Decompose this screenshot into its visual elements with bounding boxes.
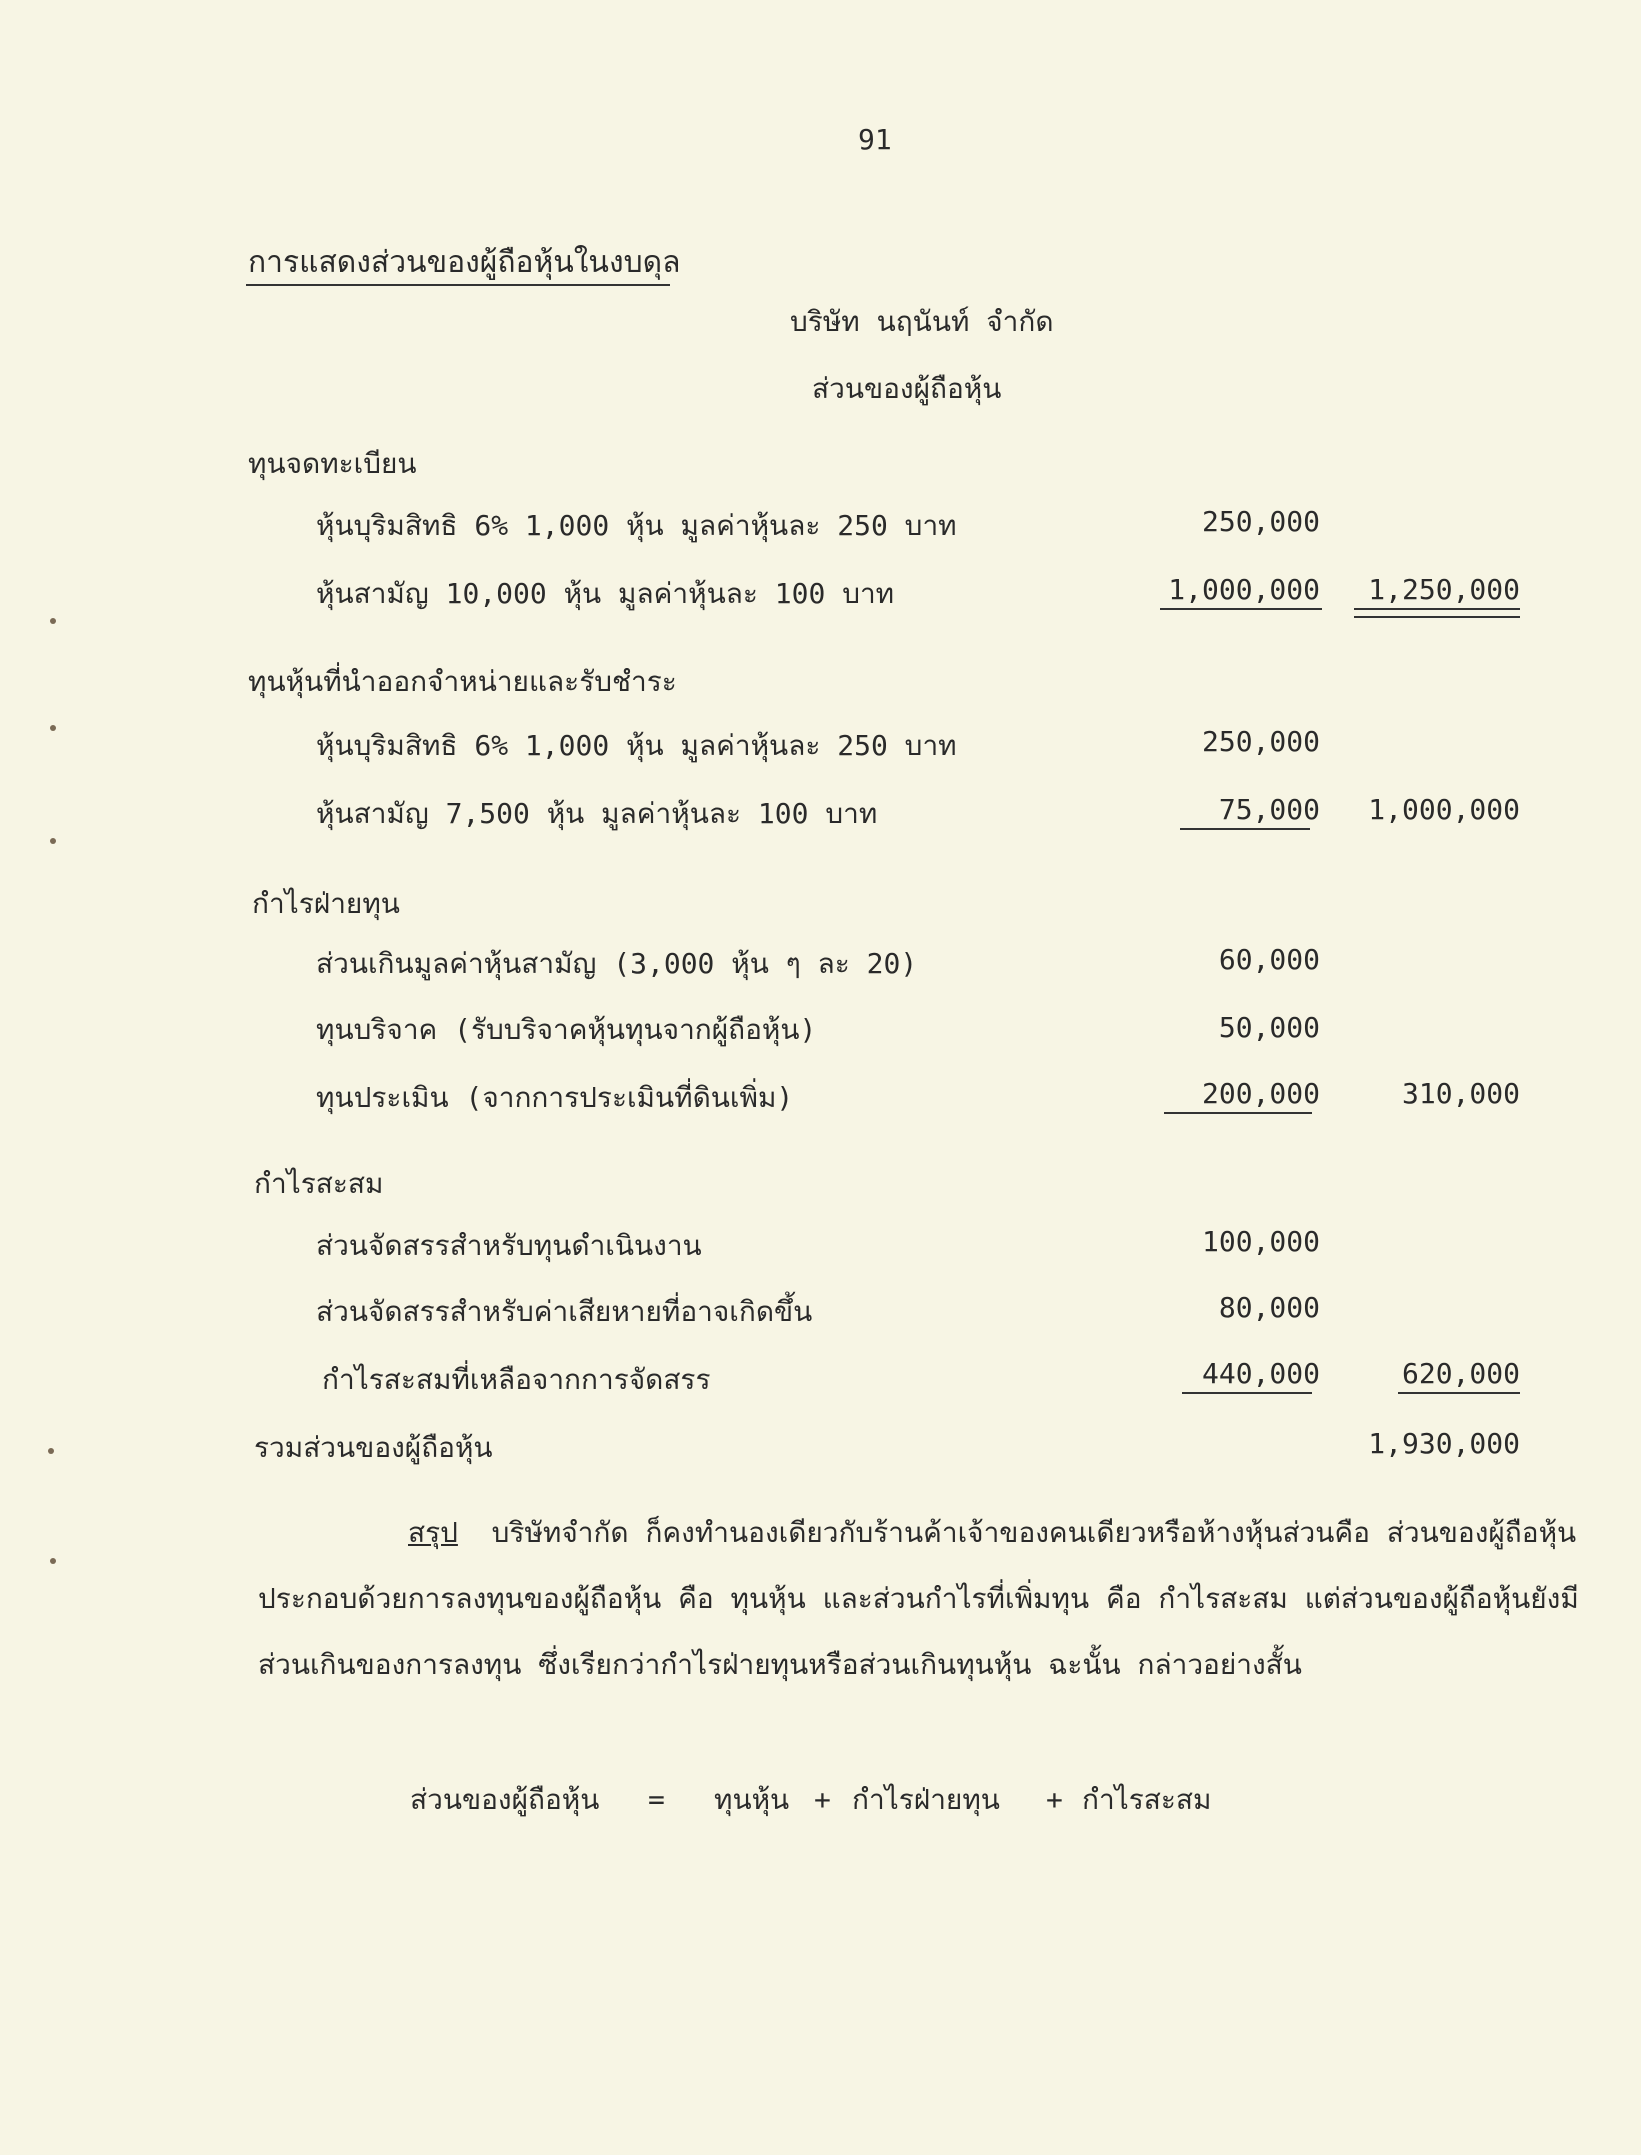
company-name: บริษัท นฤนันท์ จำกัด: [790, 305, 1054, 338]
line-item-amount: 1,000,000: [1168, 573, 1320, 606]
summary-text: บริษัทจำกัด ก็คงทำนองเดียวกับร้านค้าเจ้าของคนเดียวหรือห้างหุ้นส่วนคือ ส่วนของผู้ถือหุ้นประกอบด้วยการลงทุนของผู้ถือหุ้น คือ ทุนหุ้น และส่วนกำไรที่เพิ่มทุน คือ กำไรสะสม แต่ส่วนของผู้ถือหุ้นยังมีส่วนเกินของการลงทุน ซึ่งเรียกว่ากำไรฝ่ายทุนหรือส่วนเกินทุนหุ้น ฉะนั้น กล่าวอย่างสั้น: [258, 1516, 1579, 1681]
line-item-label: ส่วนเกินมูลค่าหุ้นสามัญ (3,000 หุ้น ๆ ละ 20): [316, 947, 918, 980]
line-item-amount: 250,000: [1201, 505, 1320, 538]
line-item-amount: 100,000: [1201, 1225, 1320, 1258]
amount-underline: [1180, 828, 1310, 830]
line-item-label: ทุนบริจาค (รับบริจาคหุ้นทุนจากผู้ถือหุ้น): [316, 1013, 817, 1046]
equation-term-retained-earnings: กำไรสะสม: [1082, 1783, 1212, 1816]
line-item-amount: 80,000: [1218, 1291, 1320, 1324]
equation-lhs: ส่วนของผู้ถือหุ้น: [410, 1783, 600, 1816]
summary-paragraph: [258, 1500, 1588, 1698]
line-item-label: หุ้นสามัญ 7,500 หุ้น มูลค่าหุ้นละ 100 บาท: [316, 797, 878, 830]
amount-underline: [1160, 608, 1322, 610]
statement-title: ส่วนของผู้ถือหุ้น: [812, 372, 1002, 405]
line-item-total: 620,000: [1401, 1357, 1520, 1390]
line-item-total: 1,000,000: [1368, 793, 1520, 826]
line-item-amount: 60,000: [1218, 943, 1320, 976]
line-item-amount: 200,000: [1201, 1077, 1320, 1110]
line-item-label: ทุนประเมิน (จากการประเมินที่ดินเพิ่ม): [316, 1081, 794, 1114]
page-number: 91: [858, 123, 892, 156]
line-item-label: ส่วนจัดสรรสำหรับค่าเสียหายที่อาจเกิดขึ้น: [316, 1295, 813, 1328]
registered-capital-heading: ทุนจดทะเบียน: [248, 447, 417, 480]
binder-mark: [50, 838, 56, 844]
equation-plus: +: [1046, 1783, 1063, 1816]
equation-term-capital-surplus: กำไรฝ่ายทุน: [852, 1783, 1000, 1816]
issued-capital-heading: ทุนหุ้นที่นำออกจำหน่ายและรับชำระ: [248, 665, 677, 698]
section-title: การแสดงส่วนของผู้ถือหุ้นในงบดุล: [248, 245, 681, 280]
total-double-underline: [1354, 616, 1520, 618]
line-item-total: 310,000: [1401, 1077, 1520, 1110]
section-title-underline: [246, 284, 670, 286]
line-item-amount: 50,000: [1218, 1011, 1320, 1044]
binder-mark: [50, 725, 56, 731]
grand-total-amount: 1,930,000: [1368, 1427, 1520, 1460]
total-underline: [1398, 1392, 1520, 1394]
line-item-label: ส่วนจัดสรรสำหรับทุนดำเนินงาน: [316, 1229, 702, 1262]
capital-surplus-heading: กำไรฝ่ายทุน: [252, 887, 400, 920]
summary-lead: สรุป: [408, 1516, 458, 1549]
equation-equals: =: [648, 1783, 665, 1816]
line-item-total: 1,250,000: [1368, 573, 1520, 606]
total-double-underline: [1354, 608, 1520, 610]
equation-term-share-capital: ทุนหุ้น: [714, 1783, 790, 1816]
binder-mark: [50, 1558, 56, 1564]
amount-underline: [1164, 1112, 1312, 1114]
line-item-amount: 75,000: [1218, 793, 1320, 826]
retained-earnings-heading: กำไรสะสม: [254, 1167, 384, 1200]
equation-plus: +: [814, 1783, 831, 1816]
line-item-label: หุ้นสามัญ 10,000 หุ้น มูลค่าหุ้นละ 100 บาท: [316, 577, 895, 610]
line-item-label: กำไรสะสมที่เหลือจากการจัดสรร: [322, 1363, 711, 1396]
grand-total-label: รวมส่วนของผู้ถือหุ้น: [254, 1431, 493, 1464]
line-item-amount: 250,000: [1201, 725, 1320, 758]
line-item-label: หุ้นบุริมสิทธิ 6% 1,000 หุ้น มูลค่าหุ้นละ 250 บาท: [316, 509, 957, 542]
binder-mark: [50, 618, 56, 624]
binder-mark: [48, 1448, 54, 1454]
line-item-amount: 440,000: [1201, 1357, 1320, 1390]
line-item-label: หุ้นบุริมสิทธิ 6% 1,000 หุ้น มูลค่าหุ้นละ 250 บาท: [316, 729, 957, 762]
amount-underline: [1182, 1392, 1312, 1394]
